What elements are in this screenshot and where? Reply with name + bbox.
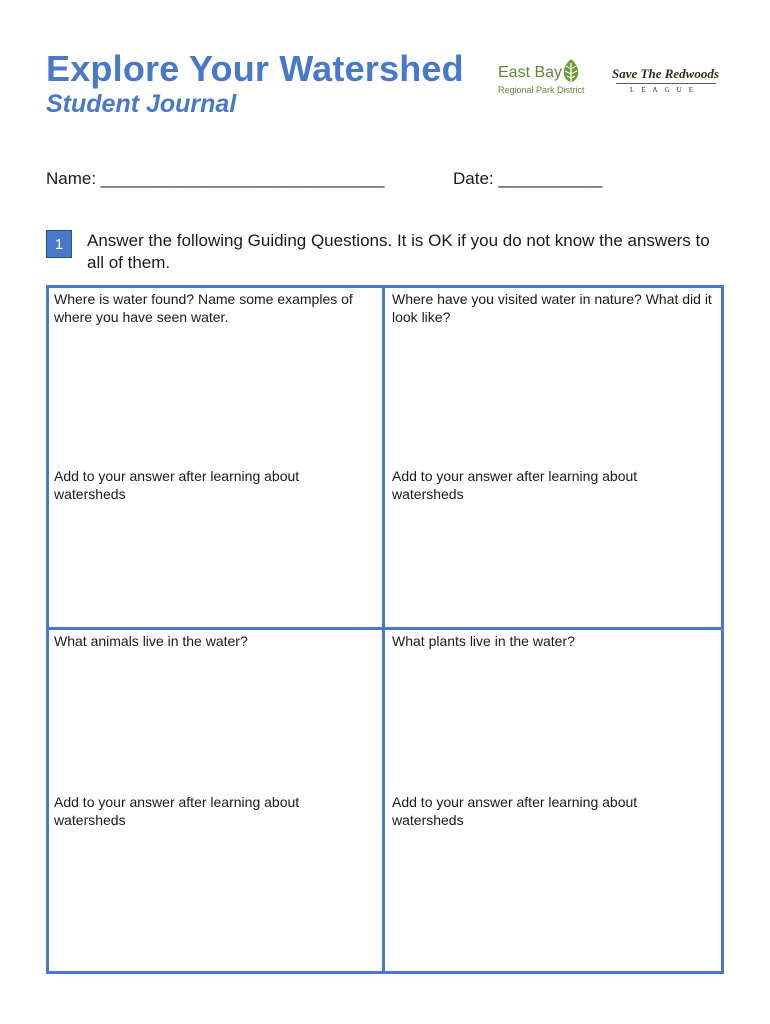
- date-field[interactable]: Date: ___________: [453, 169, 603, 188]
- question-visited-water: Where have you visited water in nature? What did it look like?: [392, 291, 712, 325]
- page-subtitle: Student Journal: [46, 90, 237, 118]
- followup-prompt: Add to your answer after learning about watersheds: [392, 794, 638, 828]
- step-instructions: Answer the following Guiding Questions. It is OK if you do not know the answers to all of them.: [87, 231, 710, 272]
- question-plants: What plants live in the water?: [392, 633, 575, 649]
- followup-prompt: Add to your answer after learning about watersheds: [392, 468, 638, 502]
- ebrpd-logo: [498, 58, 590, 102]
- step-number-badge: 1: [46, 230, 72, 258]
- save-the-redwoods-logo: [612, 66, 722, 102]
- ebrpd-logo-subtitle: Regional Park District: [498, 85, 585, 95]
- name-field[interactable]: Name: ______________________________: [46, 169, 385, 188]
- str-logo-league: LEAGUE: [630, 86, 700, 94]
- question-animals: What animals live in the water?: [54, 633, 248, 649]
- followup-prompt: Add to your answer after learning about watersheds: [54, 794, 300, 828]
- question-water-found: Where is water found? Name some examples of where you have seen water.: [54, 291, 353, 325]
- str-logo-name: Save The Redwoods: [612, 66, 719, 81]
- page-title: Explore Your Watershed: [46, 48, 464, 89]
- grid-horizontal-divider: [46, 627, 724, 630]
- str-logo-divider: [616, 83, 716, 84]
- followup-prompt: Add to your answer after learning about watersheds: [54, 468, 300, 502]
- leaf-icon: [560, 58, 582, 88]
- ebrpd-logo-name: East Bay: [498, 64, 563, 81]
